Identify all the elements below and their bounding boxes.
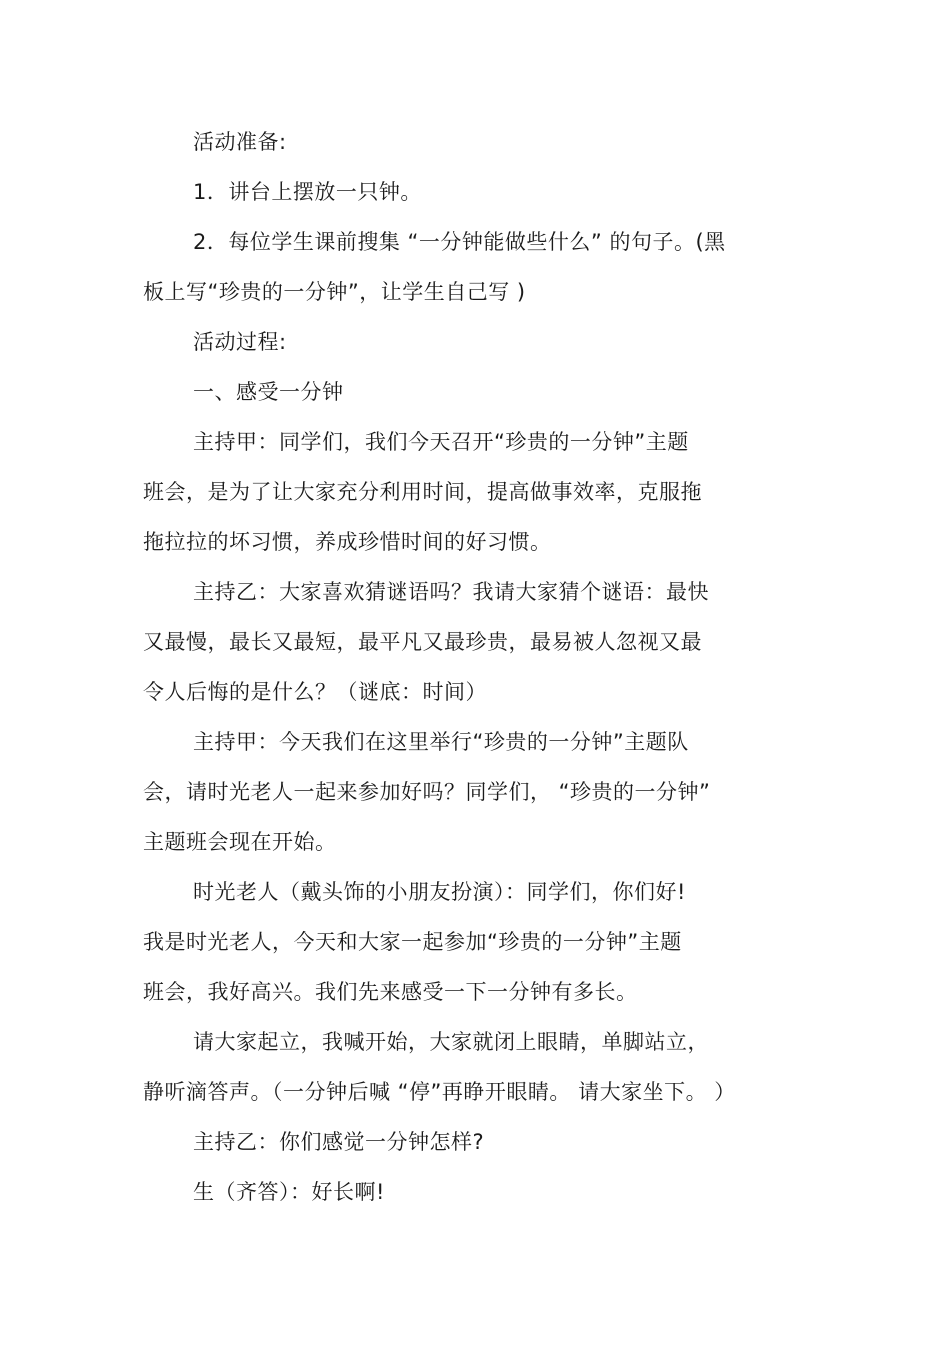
- paragraph-line: 生（齐答）：好长啊!: [193, 1180, 385, 1204]
- paragraph-line: 主持乙：大家喜欢猜谜语吗？我请大家猜个谜语：最快: [193, 580, 709, 604]
- subsection-heading: 一、感受一分钟: [193, 380, 344, 404]
- paragraph-line: 班会，是为了让大家充分利用时间，提高做事效率，克服拖: [143, 480, 702, 504]
- section-heading-process: 活动过程:: [193, 330, 287, 354]
- paragraph-line: 班会，我好高兴。我们先来感受一下一分钟有多长。: [143, 980, 638, 1004]
- paragraph-line: 主持乙：你们感觉一分钟怎样?: [193, 1130, 485, 1154]
- paragraph-line: 主题班会现在开始。: [143, 830, 337, 854]
- paragraph-line: 主持甲：同学们，我们今天召开“珍贵的一分钟”主题: [193, 430, 689, 454]
- paragraph-line: 时光老人（戴头饰的小朋友扮演）：同学们，你们好!: [193, 880, 686, 904]
- paragraph-line: 会，请时光老人一起来参加好吗？同学们， “珍贵的一分钟”: [143, 780, 711, 804]
- section-heading-preparation: 活动准备:: [193, 130, 287, 154]
- paragraph-line: 令人后悔的是什么？（谜底：时间）: [143, 680, 487, 704]
- paragraph-line: 主持甲：今天我们在这里举行“珍贵的一分钟”主题队: [193, 730, 689, 754]
- paragraph-line: 又最慢，最长又最短，最平凡又最珍贵，最易被人忽视又最: [143, 630, 702, 654]
- list-item-2: 2．每位学生课前搜集 “一分钟能做些什么” 的句子。(黑: [193, 230, 726, 254]
- paragraph-line: 拖拉拉的坏习惯，养成珍惜时间的好习惯。: [143, 530, 552, 554]
- list-item-2-continued: 板上写“珍贵的一分钟”，让学生自己写 ): [143, 280, 526, 304]
- paragraph-line: 静听滴答声。（一分钟后喊 “停”再睁开眼睛。 请大家坐下。 ）: [143, 1080, 736, 1104]
- paragraph-line: 请大家起立，我喊开始，大家就闭上眼睛，单脚站立，: [193, 1030, 709, 1054]
- paragraph-line: 我是时光老人，今天和大家一起参加“珍贵的一分钟”主题: [143, 930, 682, 954]
- list-item-1: 1．讲台上摆放一只钟。: [193, 180, 422, 204]
